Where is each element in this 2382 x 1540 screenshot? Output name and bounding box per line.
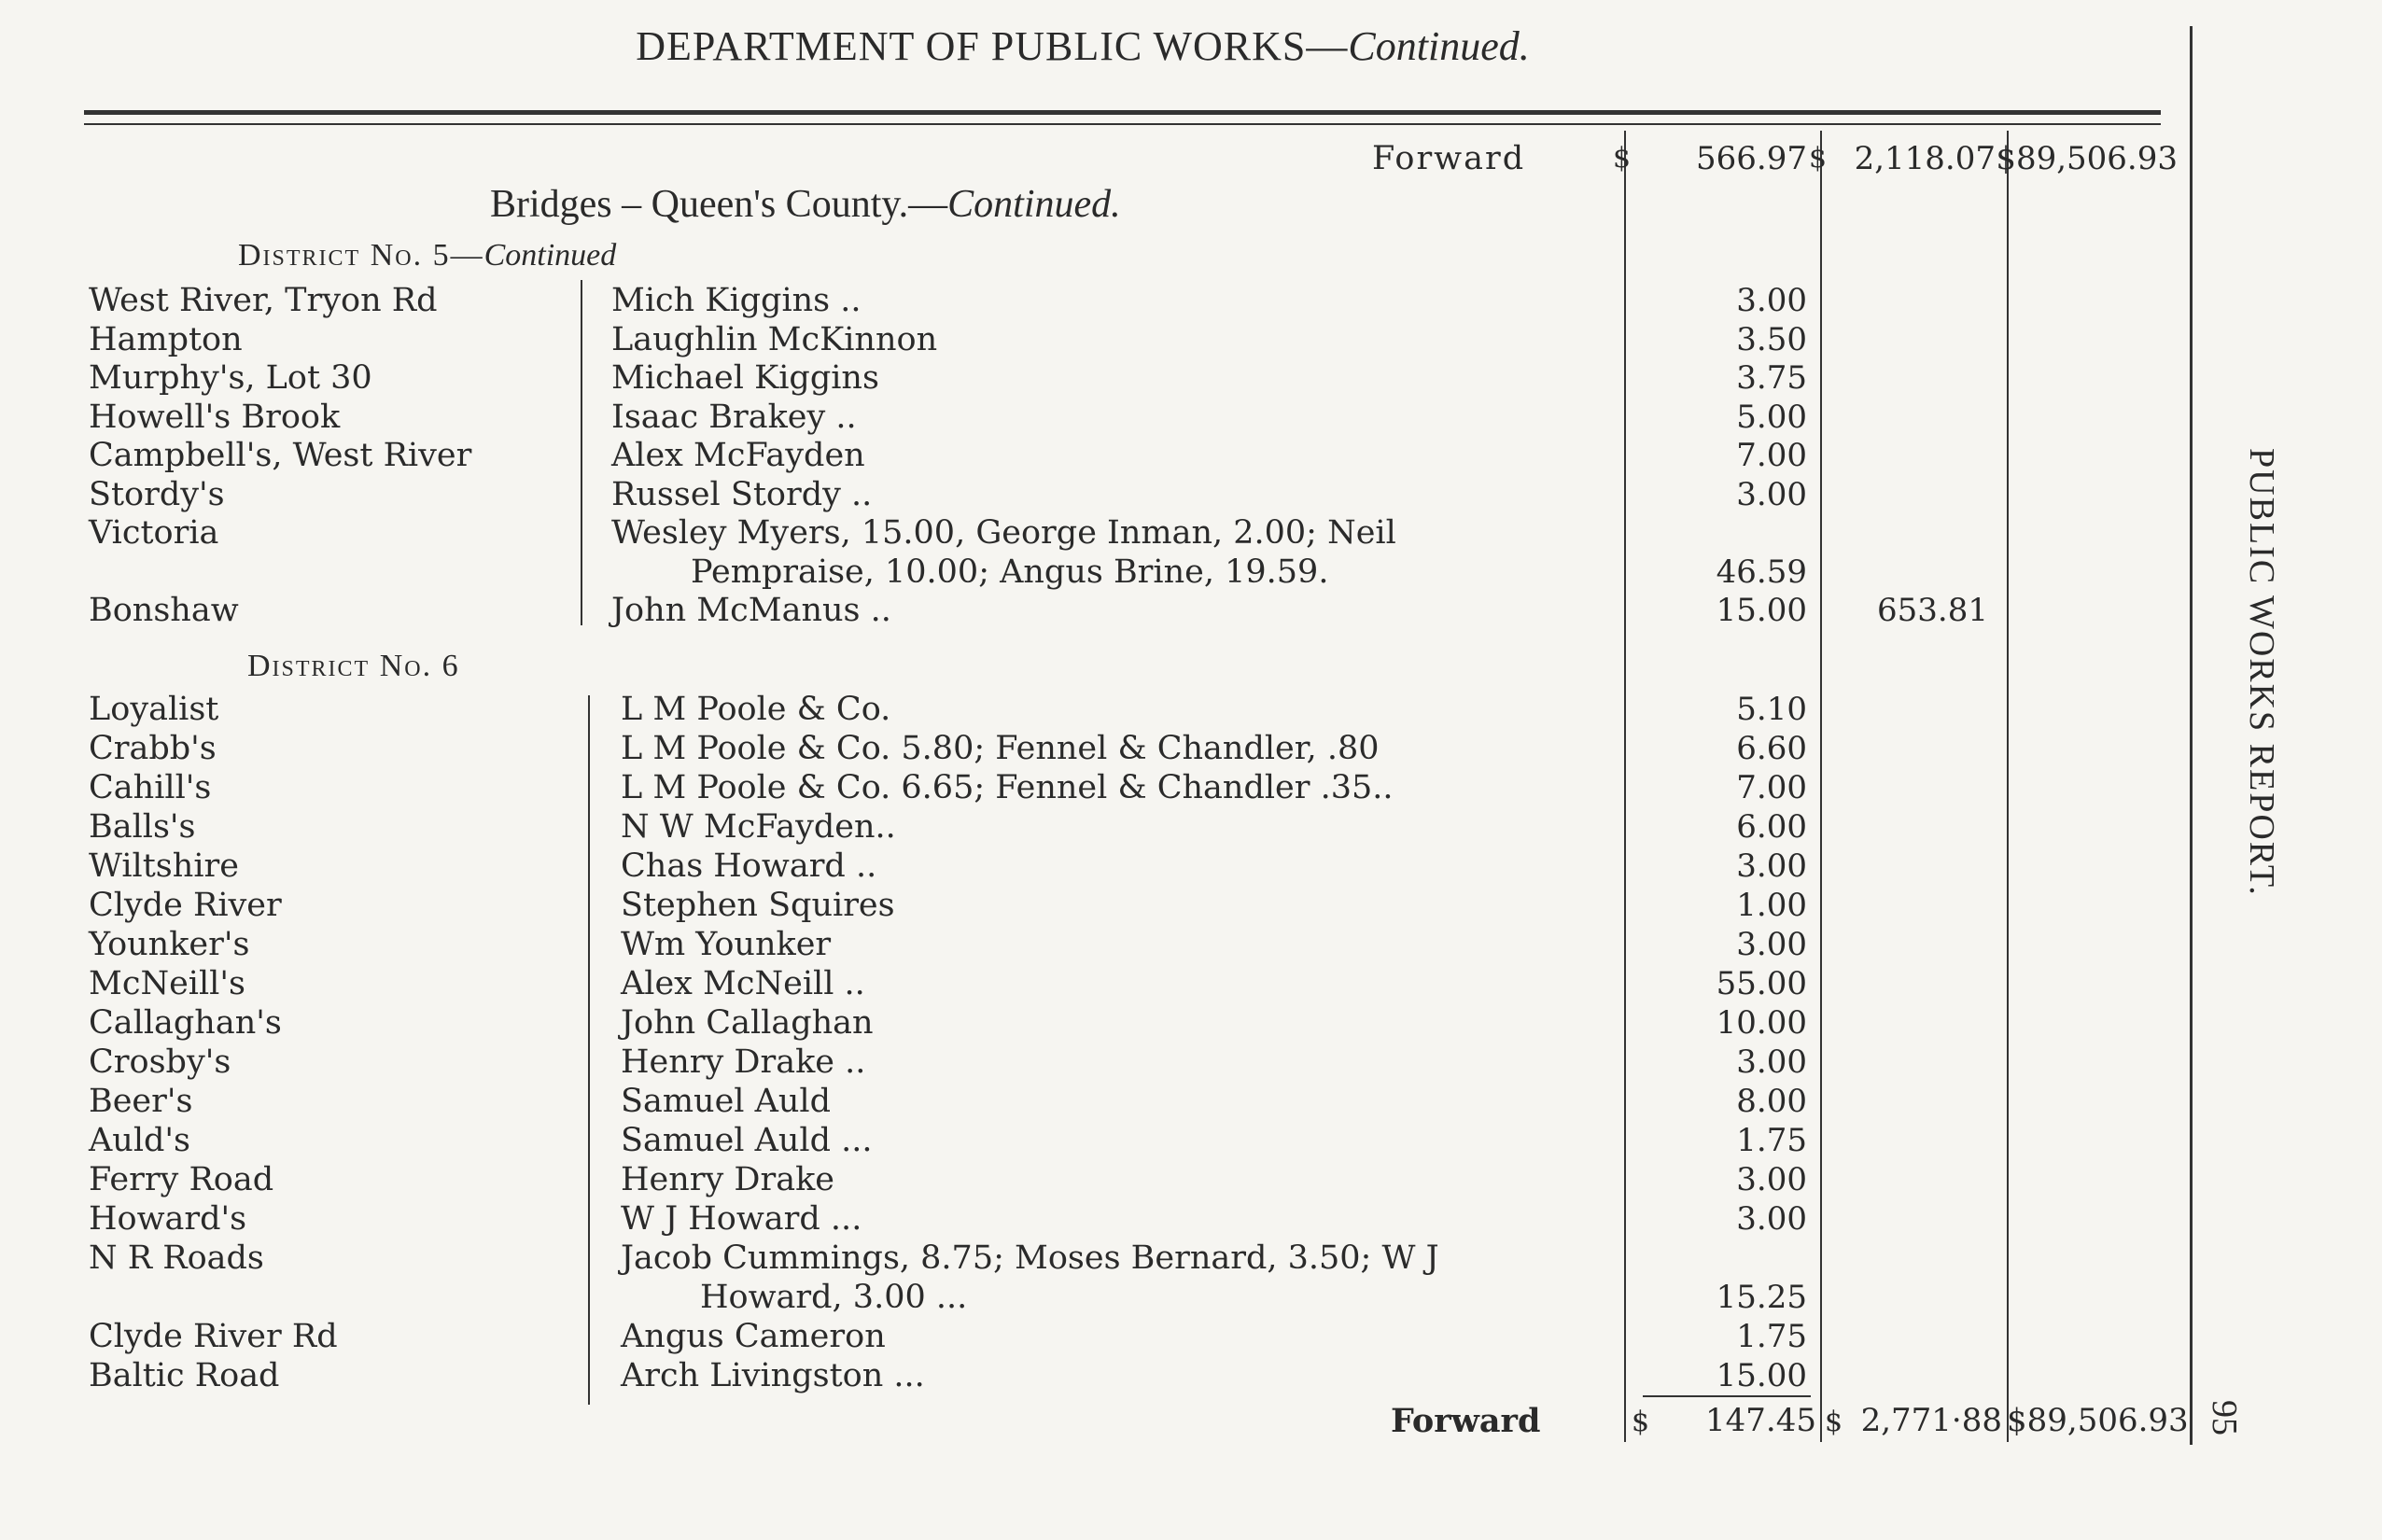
row-amount: 3.00 [1736,282,1807,319]
district-5-label: District No. 5— [238,238,484,273]
row-payee: Michael Kiggins [611,359,879,397]
row-location: Ferry Road [89,1161,274,1198]
forward-bottom-col3: $89,506.93 [2007,1402,2189,1439]
row-payee: L M Poole & Co. 6.65; Fennel & Chandler .35.. [621,769,1394,806]
amount-column-rule-mid [1820,131,1822,1442]
forward-top-col1: 566.97 [1696,140,1807,177]
amount-column-rule-right [2007,131,2009,1442]
forward-bottom-col1: 147.45 [1705,1402,1816,1439]
row-location: N R Roads [89,1239,264,1277]
row-amount: 8.00 [1736,1083,1807,1120]
payee-column-rule-1 [581,280,582,625]
row-location: Wiltshire [89,847,239,885]
row-location: Stordy's [89,475,225,513]
row-amount: 10.00 [1716,1004,1807,1042]
row-location: Victoria [89,514,219,552]
row-payee: Chas Howard .. [621,847,877,885]
row-amount: 3.00 [1736,1161,1807,1198]
payee-column-rule-2 [588,695,590,1405]
header-title: DEPARTMENT OF PUBLIC WORKS— [636,23,1349,69]
dollar-sign-top-1: $ [1613,142,1632,175]
side-title: PUBLIC WORKS REPORT. [2242,448,2281,897]
row-payee: Wesley Myers, 15.00, George Inman, 2.00; Neil [611,514,1396,552]
row-location: Hampton [89,320,243,358]
row-location: Cahill's [89,769,212,806]
row-amount: 6.60 [1736,730,1807,767]
row-amount: 15.25 [1716,1279,1807,1316]
row-location: Howard's [89,1200,247,1238]
row-location: Clyde River [89,887,282,924]
row-location: Crabb's [89,730,217,767]
row-payee: Henry Drake [621,1161,834,1198]
row-location: Murphy's, Lot 30 [89,359,372,397]
row-amount: 55.00 [1716,965,1807,1002]
row-location: Auld's [89,1122,190,1159]
total-rule [1643,1395,1811,1397]
row-amount: 5.00 [1736,398,1807,436]
row-payee: N W McFayden.. [621,808,896,846]
page-header [0,22,2165,70]
row-payee: Mich Kiggins .. [611,282,862,319]
district-6-heading [247,649,460,684]
row-payee: Jacob Cummings, 8.75; Moses Bernard, 3.50; W J [621,1239,1439,1277]
row-location: West River, Tryon Rd [89,282,438,319]
row-payee: John McManus .. [611,592,891,629]
row-amount: 3.00 [1736,1200,1807,1238]
page-number: 95 [2205,1400,2244,1435]
row-payee: Laughlin McKinnon [611,320,938,358]
district-5-heading [238,238,616,273]
row-payee: L M Poole & Co. 5.80; Fennel & Chandler, .80 [621,730,1380,767]
row-location: Campbell's, West River [89,437,472,474]
header-continued: Continued. [1348,23,1530,69]
row-location: Clyde River Rd [89,1318,338,1355]
row-amount: 15.00 [1716,592,1807,629]
row-amount: 6.00 [1736,808,1807,846]
forward-top-col2: 2,118.07 [1854,140,1996,177]
row-amount: 5.10 [1736,691,1807,728]
row-amount: 1.75 [1736,1122,1807,1159]
section-continued: Continued. [947,183,1121,226]
row-location: Bonshaw [89,592,239,629]
forward-label-bottom: Forward [1391,1402,1541,1440]
row-payee: Alex McFayden [611,437,865,474]
row-payee: W J Howard ... [621,1200,862,1238]
row-location: Younker's [89,926,250,963]
row-location: Howell's Brook [89,398,341,436]
row-payee: Samuel Auld ... [621,1122,873,1159]
row-location: Callaghan's [89,1004,282,1042]
row-amount: 3.50 [1736,320,1807,358]
row-subtotal: 653.81 [1877,592,1988,629]
row-payee: Angus Cameron [621,1318,886,1355]
row-location: McNeill's [89,965,245,1002]
row-amount: 3.75 [1736,359,1807,397]
header-rule-thin [84,123,2161,125]
row-amount: 15.00 [1716,1357,1807,1394]
row-payee: Alex McNeill .. [621,965,865,1002]
dollar-sign-bottom-1: $ [1632,1406,1650,1438]
row-payee: Stephen Squires [621,887,895,924]
row-location: Loyalist [89,691,219,728]
row-amount: 1.75 [1736,1318,1807,1355]
row-location: Crosby's [89,1043,231,1081]
row-location: Beer's [89,1083,193,1120]
row-payee: Pempraise, 10.00; Angus Brine, 19.59. [691,553,1329,591]
row-amount: 3.00 [1736,475,1807,513]
row-payee: Isaac Brakey .. [611,398,857,436]
row-amount: 1.00 [1736,887,1807,924]
row-amount: 3.00 [1736,847,1807,885]
row-payee: Howard, 3.00 ... [700,1279,968,1316]
row-location: Baltic Road [89,1357,280,1394]
section-title-text: Bridges – Queen's County.— [490,183,948,226]
row-location: Balls's [89,808,196,846]
row-payee: Wm Younker [621,926,832,963]
row-payee: Henry Drake .. [621,1043,866,1081]
forward-top-col3: $89,506.93 [1996,140,2178,177]
dollar-sign-bottom-2: $ [1825,1406,1843,1438]
row-amount: 3.00 [1736,1043,1807,1081]
forward-label-top: Forward [1372,140,1526,177]
row-amount: 7.00 [1736,437,1807,474]
forward-bottom-col2: 2,771·88 [1860,1402,2002,1439]
dollar-sign-top-2: $ [1809,142,1828,175]
section-title [490,182,1121,227]
page-right-border [2190,26,2193,1445]
row-payee: Samuel Auld [621,1083,832,1120]
row-payee: Arch Livingston ... [621,1357,925,1394]
row-payee: John Callaghan [621,1004,874,1042]
header-rule-thick [84,110,2161,115]
amount-column-rule-left [1624,131,1626,1442]
row-amount: 46.59 [1716,553,1807,591]
row-payee: L M Poole & Co. [621,691,891,728]
district-5-continued: Continued [483,238,617,273]
district-6-label: District No. 6 [247,649,460,683]
row-payee: Russel Stordy .. [611,475,873,513]
row-amount: 3.00 [1736,926,1807,963]
row-amount: 7.00 [1736,769,1807,806]
